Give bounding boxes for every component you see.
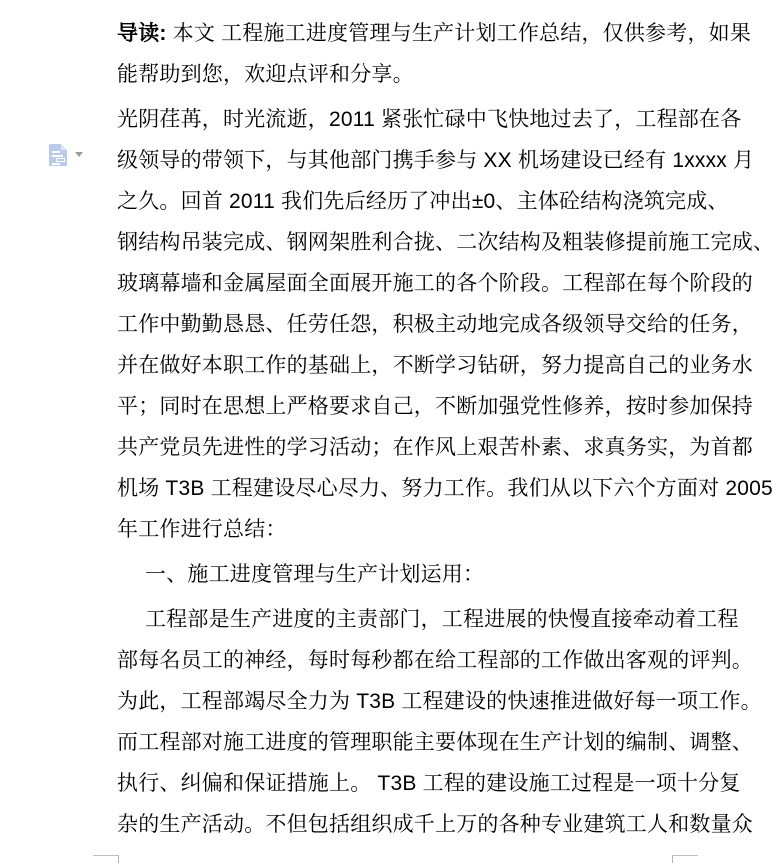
text-line: 而工程部对施工进度的管理职能主要体现在生产计划的编制、调整、	[117, 731, 753, 754]
text-line: 并在做好本职工作的基础上，不断学习钻研，努力提高自己的业务水	[117, 354, 753, 377]
text-line: 执行、纠偏和保证措施上。 T3B 工程的建设施工过程是一项十分复	[117, 772, 741, 795]
text-line: 能帮助到您，欢迎点评和分享。	[117, 63, 414, 86]
paste-options-button[interactable]	[47, 143, 87, 169]
text-line: 部每名员工的神经，每时每秒都在给工程部的工作做出客观的评判。	[117, 649, 753, 672]
text-line: 工程部是生产进度的主责部门，工程进展的快慢直接牵动着工程	[145, 608, 739, 631]
text-line: 导读: 本文 工程施工进度管理与生产计划工作总结，仅供参考，如果	[117, 22, 752, 45]
text-line: 为此，工程部竭尽全力为 T3B 工程建设的快速推进做好每一项工作。	[117, 690, 762, 713]
text-line: 钢结构吊装完成、钢网架胜利合拢、二次结构及粗装修提前施工完成、	[117, 231, 775, 254]
text-boundary-crop-mark-left	[93, 855, 119, 863]
text-line: 杂的生产活动。不但包括组织成千上万的各种专业建筑工人和数量众	[117, 813, 753, 836]
text-line: 共产党员先进性的学习活动；在作风上艰苦朴素、求真务实，为首都	[117, 436, 753, 459]
chevron-down-icon[interactable]	[75, 152, 83, 157]
text-line: 级领导的带领下，与其他部门携手参与 XX 机场建设已经有 1xxxx 月	[117, 149, 755, 172]
text-boundary-crop-mark-right	[672, 855, 698, 863]
text-line: 玻璃幕墙和金属屋面全面展开施工的各个阶段。工程部在每个阶段的	[117, 272, 753, 295]
text-line: 平；同时在思想上严格要求自己，不断加强党性修养，按时参加保持	[117, 395, 753, 418]
lead-label: 导读:	[117, 22, 167, 45]
document-text	[117, 13, 775, 845]
text-line: 机场 T3B 工程建设尽心尽力、努力工作。我们从以下六个方面对 2005	[117, 477, 773, 500]
text-line: 之久。回首 2011 我们先后经历了冲出±0、主体砼结构浇筑完成、	[117, 190, 729, 213]
text-line: 年工作进行总结：	[117, 518, 287, 541]
text-line: 工作中勤勤恳恳、任劳任怨，积极主动地完成各级领导交给的任务，	[117, 313, 753, 336]
text-line: 一、施工进度管理与生产计划运用：	[145, 563, 485, 586]
text-line: 光阴荏苒，时光流逝，2011 紧张忙碌中飞快地过去了，工程部在各	[117, 108, 742, 131]
